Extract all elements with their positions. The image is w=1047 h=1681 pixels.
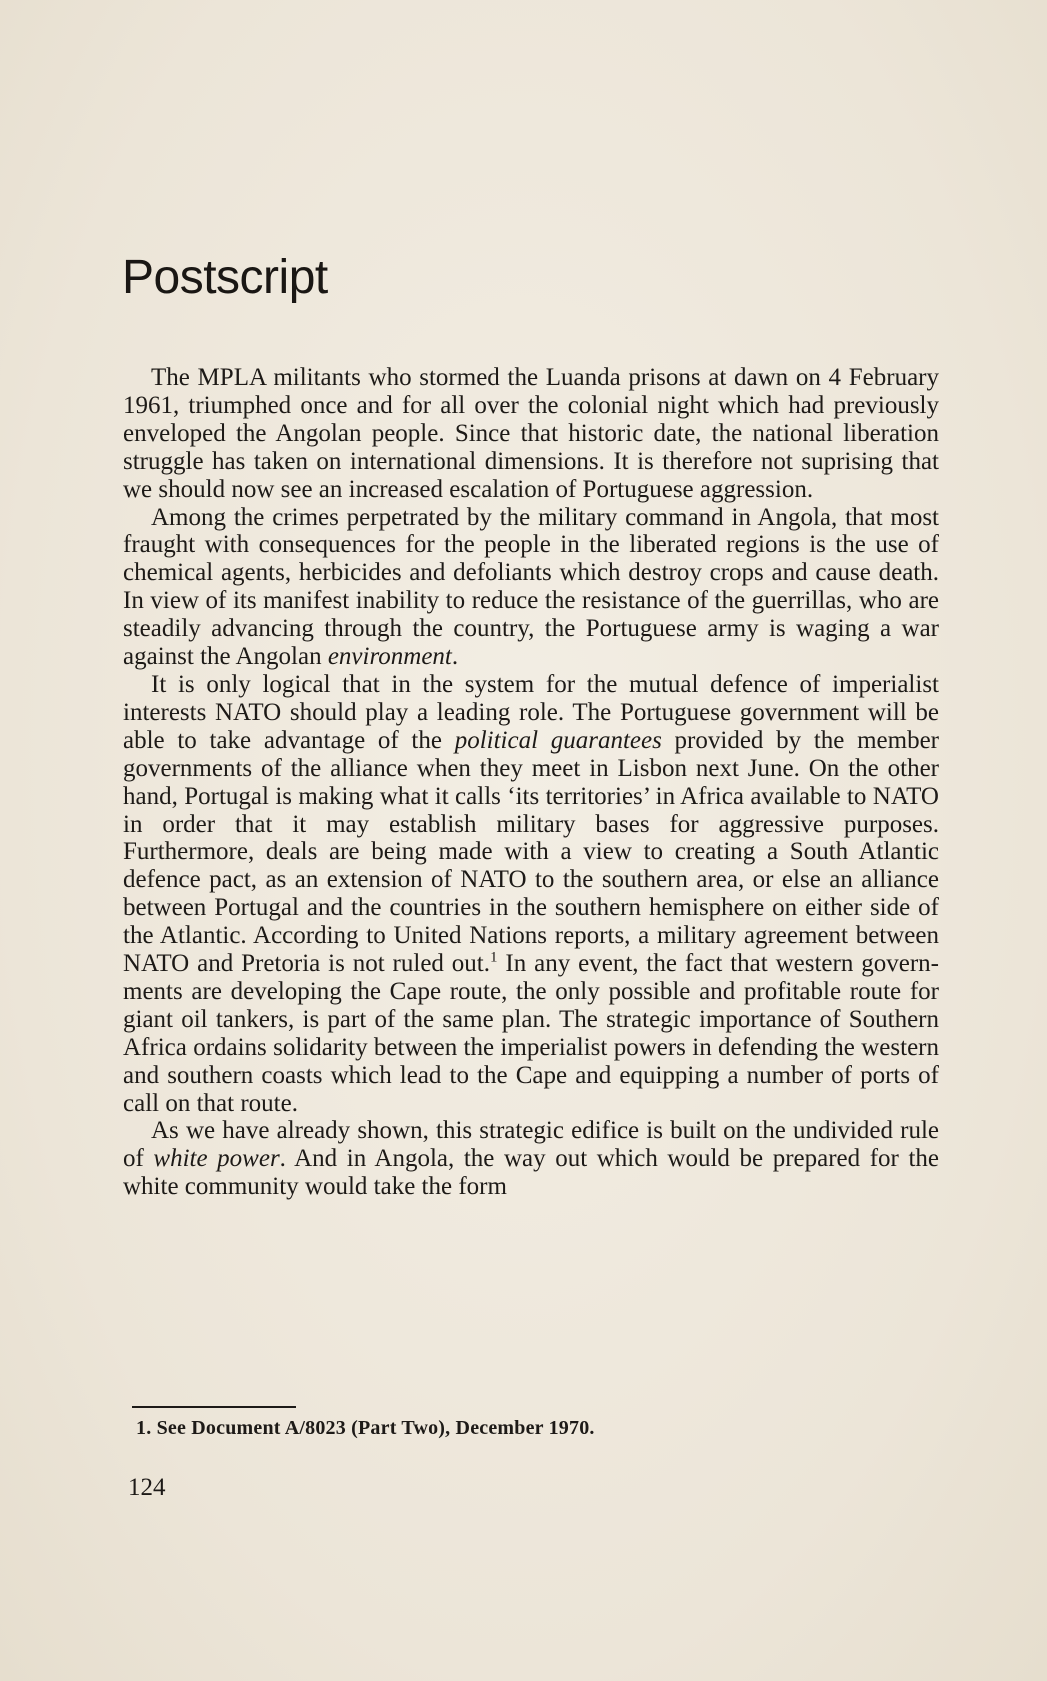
text-run: It is only logical that in the system for the mutual defence of imperialist interests NATO should play a leading role. The Portuguese government will be able to take advantage of the xyxy=(123,670,939,754)
text-run: As we have already shown, this strategic edifice is built on the undivided rule of xyxy=(123,1117,939,1173)
footnote-divider xyxy=(132,1406,296,1408)
chapter-title: Postscript xyxy=(122,251,328,304)
text-run: The MPLA militants who stormed the Luanda prisons at dawn on 4 February 1961, triumphed once and for all over the colonial night which had previously enveloped the Angolan people. Since that historic date, the national liberation struggle has taken on international dimensions. It is therefore not suprising that we should now see an increased escalation of Portuguese aggression. xyxy=(123,364,939,503)
paragraph xyxy=(123,364,939,504)
paragraph xyxy=(123,1117,939,1201)
text-run: . And in Angola, the way out which would be prepared for the white community would take the form xyxy=(123,1145,939,1201)
italic-phrase: white power xyxy=(153,1145,280,1173)
text-run: Among the crimes perpetrated by the military command in Angola, that most fraught with consequences for the people in the liberated regions is the use of chemical agents, herbicides and defoliants which destroy crops and cause death. In view of its manifest inability to reduce the resistance of the guerrillas, who are steadily advancing through the country, the Portuguese army is waging a war against the Angolan xyxy=(123,503,939,671)
chapter-body xyxy=(123,364,939,1201)
text-run: provided by the member governments of the alliance when they meet in Lisbon next June. On the other hand, Portugal is making what it calls ‘its territories’ in Africa available to NATO in order that it may establish military bases for aggressive purposes. Furthermore, deals are being made with a view to creating a South Atlantic defence pact, as an extension of NATO to the southern area, or else an alliance between Portugal and the countries in the southern hemisphere on either side of the Atlantic. According to United Nations reports, a military agreement between NATO and Pretoria is not ruled out. xyxy=(123,726,940,978)
footnote: 1. See Document A/8023 (Part Two), December 1970. xyxy=(136,1417,595,1439)
footnote-marker: 1 xyxy=(490,949,498,966)
page-number: 124 xyxy=(128,1474,166,1501)
paragraph xyxy=(123,671,939,1118)
text-run: . xyxy=(451,643,459,671)
paragraph xyxy=(123,504,939,671)
text-run: In any event, the fact that western governments are developing the Cape route, the only possible and profitable route for giant oil tankers, is part of the same plan. The strategic importance of Southern Africa ordains solidarity between the imperialist powers in defending the western and southern coasts which lead to the Cape and equipping a number of ports of call on that route. xyxy=(123,950,939,1117)
italic-phrase: environment xyxy=(327,643,452,671)
italic-phrase: political guarantees xyxy=(454,726,662,754)
